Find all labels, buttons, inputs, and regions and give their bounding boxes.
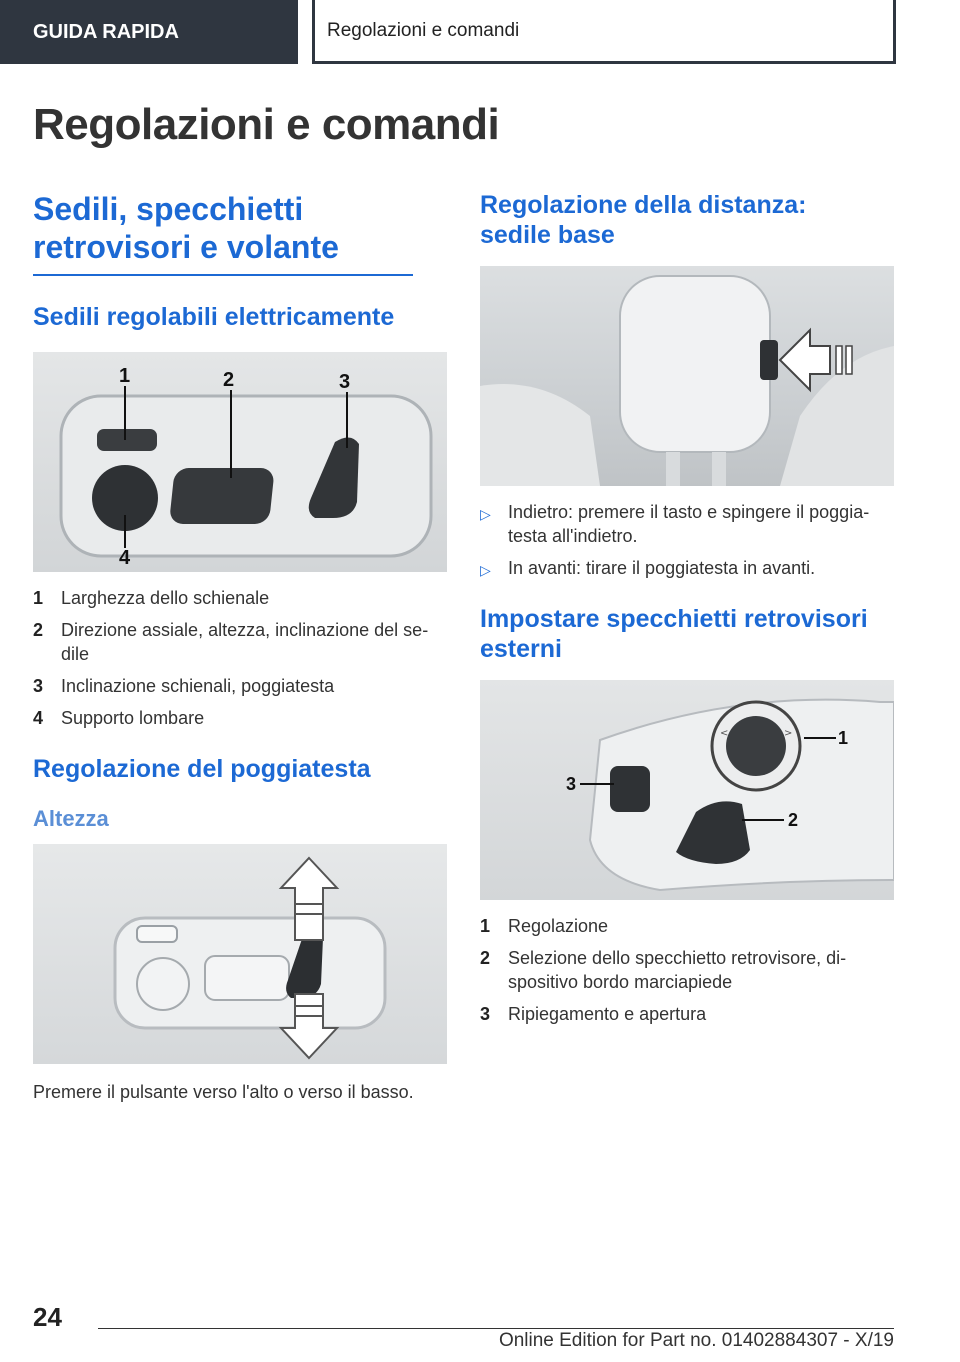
list-item: 4 Supporto lombare	[33, 708, 205, 728]
seat-callout-3: 3	[339, 371, 351, 393]
distance-steps	[480, 500, 894, 582]
triangle-bullet-icon: ▷	[480, 562, 491, 578]
list-item: ▷ Indietro: premere il tasto e spingere il poggia-testa all'indietro.	[480, 502, 870, 546]
seat-callout-2: 2	[223, 369, 235, 391]
page-number: 24	[33, 1302, 62, 1332]
mirror-callout-3: 3	[566, 774, 577, 794]
headrest-instruction: Premere il pulsante verso l'alto o verso il basso.	[33, 1082, 414, 1102]
svg-text:<: <	[720, 728, 729, 739]
headrest-subtitle: Altezza	[33, 806, 109, 831]
triangle-bullet-icon: ▷	[480, 506, 491, 522]
page-title: Regolazioni e comandi	[33, 100, 500, 149]
page-footer	[0, 1290, 960, 1362]
header-section-tab[interactable]: GUIDA RAPIDA	[0, 0, 298, 64]
svg-text:>: >	[784, 728, 793, 739]
mirror-controls-list	[480, 914, 894, 1026]
edition-info: Online Edition for Part no. 01402884307 - X/19	[498, 1330, 894, 1351]
list-item: 1 Larghezza dello schienale	[33, 588, 270, 608]
seats-title: Sedili regolabili elettricamente	[33, 303, 395, 331]
headrest-distance-image	[480, 266, 894, 486]
headrest-title: Regolazione del poggiatesta	[33, 755, 371, 783]
list-item: 1 Regolazione	[480, 916, 609, 936]
mirror-callout-2: 2	[788, 810, 799, 830]
seat-controls-image	[33, 352, 447, 572]
right-column	[480, 190, 894, 1034]
mirror-callout-1: 1	[838, 728, 849, 748]
list-item: 2 Direzione assiale, altezza, inclinazione del se-dile	[33, 620, 429, 664]
list-item: 3 Ripiegamento e apertura	[480, 1004, 707, 1024]
distance-title: Regolazione della distanza: sedile base	[480, 191, 807, 249]
headrest-height-image	[33, 844, 447, 1064]
list-item: ▷ In avanti: tirare il poggiatesta in avanti.	[480, 556, 894, 582]
footer-divider	[98, 1328, 894, 1329]
left-column	[33, 190, 447, 1104]
page-header	[0, 0, 960, 66]
mirrors-title: Impostare specchietti retrovisori esterni	[480, 605, 868, 663]
mirror-controls-image	[480, 680, 894, 900]
seat-callout-4: 4	[119, 547, 131, 569]
section-title: Sedili, specchietti retrovisori e volante	[33, 190, 413, 276]
list-item: 2 Selezione dello specchietto retrovisore, di-spositivo bordo marciapiede	[480, 948, 847, 992]
seat-controls-list	[33, 586, 447, 730]
header-chapter-tab[interactable]: Regolazioni e comandi	[312, 0, 896, 64]
seat-callout-1: 1	[119, 365, 131, 387]
list-item: 3 Inclinazione schienali, poggiatesta	[33, 676, 335, 696]
